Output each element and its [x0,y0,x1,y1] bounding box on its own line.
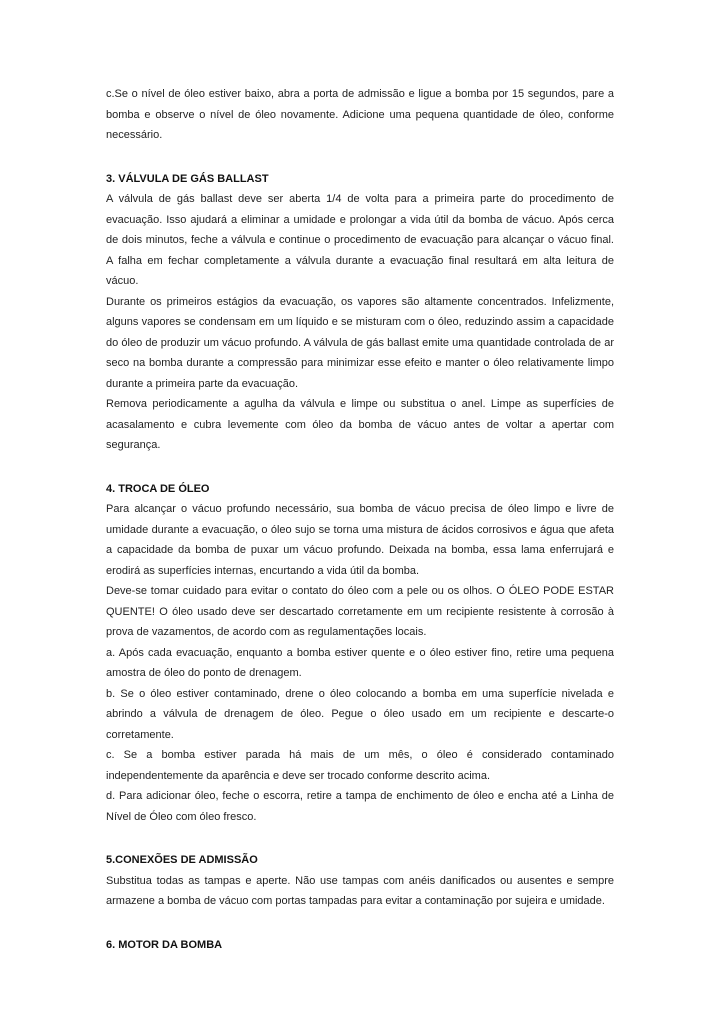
paragraph: Durante os primeiros estágios da evacuação, os vapores são altamente concentrados. Infelizmente, alguns vapores se condensam em um líquido e se misturam com o óleo, reduzindo assim a capacidade do óleo de produzir um vácuo profundo. A válvula de gás ballast emite uma quantidade controlada de ar seco na bomba durante a compressão para minimizar esse efeito e manter o óleo relativamente limpo durante a primeira parte da evacuação. [106,295,614,390]
section-heading: 3. VÁLVULA DE GÁS BALLAST [106,172,269,185]
paragraph: b. Se o óleo estiver contaminado, drene o óleo colocando a bomba em uma superfície nivelada e abrindo a válvula de drenagem de óleo. Pegue o óleo usado em um recipiente e descarte-o corretamente. [106,687,614,741]
paragraph: c.Se o nível de óleo estiver baixo, abra a porta de admissão e ligue a bomba por 15 segundos, pare a bomba e observe o nível de óleo novamente. Adicione uma pequena quantidade de óleo, conforme necessário. [106,88,614,141]
paragraph: c. Se a bomba estiver parada há mais de um mês, o óleo é considerado contaminado independentemente da aparência e deve ser trocado conforme descrito acima. [106,749,614,782]
section-heading: 5.CONEXÕES DE ADMISSÃO [106,854,258,866]
paragraph: Substitua todas as tampas e aperte. Não use tampas com anéis danificados ou ausentes e sempre armazene a bomba de vácuo com portas tampadas para evitar a contaminação por sujeira e umidade. [106,874,614,907]
paragraph: Para alcançar o vácuo profundo necessário, sua bomba de vácuo precisa de óleo limpo e livre de umidade durante a evacuação, o óleo sujo se torna uma mistura de ácidos corrosivos e água que afeta a capacidade da bomba de puxar um vácuo profundo. Deixada na bomba, essa lama enferrujará e erodirá as superfícies internas, encurtando a vida útil da bomba. [106,503,614,577]
section-heading: 6. MOTOR DA BOMBA [106,938,223,951]
paragraph: Deve-se tomar cuidado para evitar o contato do óleo com a pele ou os olhos. O ÓLEO PODE ESTAR QUENTE! O óleo usado deve ser descartado corretamente em um recipiente resistente à corrosão à prova de vazamentos, de acordo com as regulamentações locais. [106,585,614,638]
paragraph: d. Para adicionar óleo, feche o escorra, retire a tampa de enchimento de óleo e encha até a Linha de Nível de Óleo com óleo fresco. [106,790,614,823]
paragraph: Remova periodicamente a agulha da válvula e limpe ou substitua o anel. Limpe as superfícies de acasalamento e cubra levemente com óleo da bomba de vácuo antes de voltar a apertar com segurança. [106,398,614,451]
paragraph: a. Após cada evacuação, enquanto a bomba estiver quente e o óleo estiver fino, retire uma pequena amostra de óleo do ponto de drenagem. [106,646,614,679]
section-heading: 4. TROCA DE ÓLEO [106,482,210,495]
paragraph: A válvula de gás ballast deve ser aberta 1/4 de volta para a primeira parte do procedimento de evacuação. Isso ajudará a eliminar a umidade e prolongar a vida útil da bomba de vácuo. Após cerca de dois minutos, feche a válvula e continue o procedimento de evacuação para alcançar o vácuo final. A falha em fechar completamente a válvula durante a evacuação final resultará em alta leitura de vácuo. [106,193,614,287]
document-body [106,84,614,955]
